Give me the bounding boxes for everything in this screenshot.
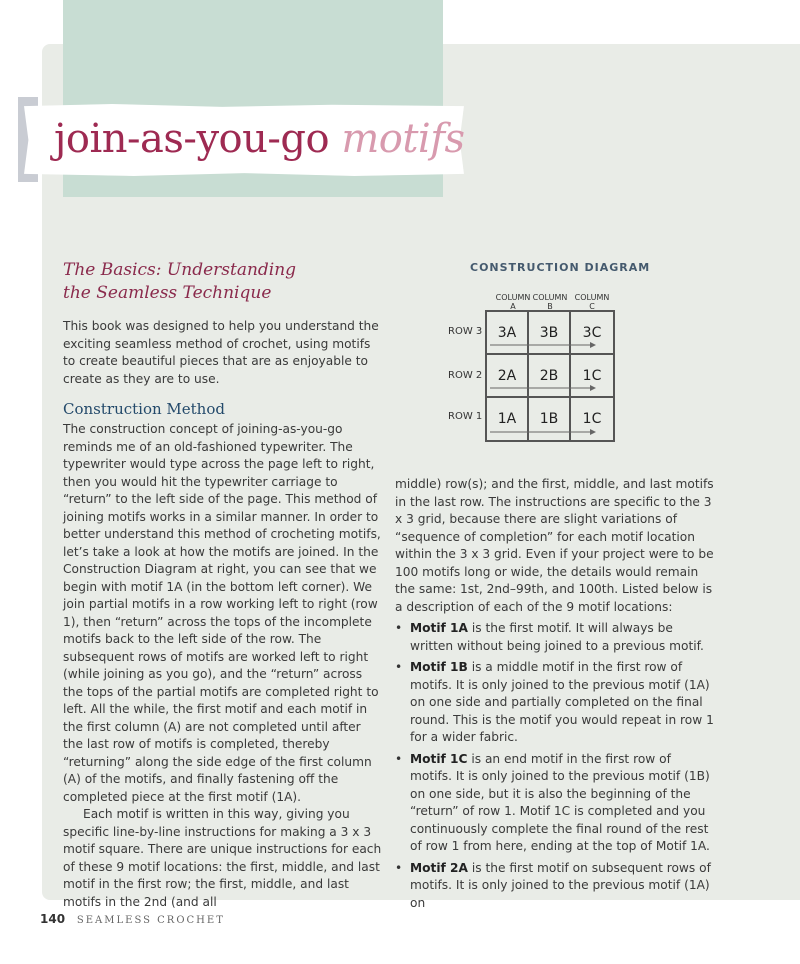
cell-label: 3A: [497, 325, 517, 341]
title-accent: motifs: [341, 116, 465, 162]
diagram-title: CONSTRUCTION DIAGRAM: [470, 261, 651, 274]
row-label-2: ROW 2: [448, 370, 483, 381]
row-1-arrow-icon: [490, 428, 596, 436]
right-column-body: [395, 476, 715, 916]
column-label-a: COLUMN A: [495, 293, 531, 311]
construction-paragraph-3: middle) row(s); and the first, middle, and last motifs in the last row. The instructions are specific to the 3 x 3 grid, because there are slight variations of “sequence of completion” for each motif location within the 3 x 3 grid. Even if your project were to be 100 motifs long or wide, the details would remain the same: 1st, 2nd–99th, and 100th. Listed below is a description of each of the 9 motif locations:: [395, 477, 714, 614]
construction-paragraph-1: The construction concept of joining-as-you-go reminds me of an old-fashioned typewriter. The typewriter would type across the page left to right, then you would hit the typewriter carriage to “return” to the left side of the page. This method of joining motifs works in a similar manner. In order to better understand this method of crocheting motifs, let’s take a look at how the motifs are joined. In the Construction Diagram at right, you can see that we begin with motif 1A (in the bottom left corner). We join partial motifs in a row working left to right (row 1), then “return” across the tops of the incomplete motifs back to the left side of the row. The subsequent rows of motifs are worked left to right (while joining as you go), and the “return” across the tops of the partial motifs are completed right to left. All the while, the first motif and each motif in the first column (A) are not completed until after the last row of motifs is completed, thereby “returning” along the side edge of the first column (A) of the motifs, and finally fastening off the completed piece at the first motif (1A).: [63, 422, 381, 804]
cell-label: 3B: [539, 325, 559, 341]
cell-label: 3C: [582, 325, 602, 341]
page-footer: [40, 912, 225, 926]
basics-heading-line1: The Basics: Understanding: [63, 260, 297, 280]
motif-name: Motif 1A: [410, 621, 468, 635]
basics-heading: [63, 259, 296, 305]
cell-label: 2B: [539, 368, 559, 384]
motif-name: Motif 2A: [410, 860, 468, 875]
left-column-body: [63, 421, 383, 911]
motif-name: Motif 1B: [410, 660, 468, 674]
cell-label: 2A: [497, 368, 517, 384]
cell-label: 1C: [582, 411, 602, 427]
motif-description: is a middle motif in the first row of motifs. It is only joined to the previous motif (1A) on one side and partially completed on the final round. This is the motif you would repeat in row 1 for a wider fabric.: [410, 660, 714, 744]
row-3-arrow-icon: [490, 341, 596, 349]
construction-grid: [485, 310, 615, 442]
basics-heading-line2: the Seamless Technique: [63, 283, 272, 303]
motif-description: is the first motif on subsequent rows of motifs. It is only joined to the previous motif (1A) on: [410, 860, 711, 910]
cell-label: 1A: [497, 411, 517, 427]
list-item: [395, 751, 715, 856]
motif-description: is an end motif in the first row of motifs. It is only joined to the previous motif (1B) on one side, but it is also the beginning of the “return” of row 1. Motif 1C is completed and you continuously complete the final round of the rest of row 1 from here, ending at the top of Motif 1A.: [410, 751, 710, 853]
motif-description: is the first motif. It will always be written without being joined to a previous motif.: [410, 621, 704, 653]
row-label-3: ROW 3: [448, 326, 483, 337]
page-title: [54, 114, 465, 164]
cell-label: 1B: [539, 411, 559, 427]
column-label-b: COLUMN B: [532, 293, 568, 311]
cell-label: 1C: [582, 368, 602, 384]
page-number: 140: [40, 912, 66, 926]
construction-paragraph-2: Each motif is written in this way, giving you specific line-by-line instructions for making a 3 x 3 motif square. There are unique instructions for each of these 9 motif locations: the first, middle, and last motif in the first row; the first, middle, and last motifs in the 2nd (and all: [63, 807, 382, 909]
motif-list: [395, 620, 715, 912]
row-2-arrow-icon: [490, 384, 596, 392]
title-main: join-as-you-go: [54, 116, 330, 162]
list-item: [395, 659, 715, 747]
motif-name: Motif 1C: [410, 751, 468, 766]
column-label-c: COLUMN C: [574, 293, 610, 311]
construction-heading: Construction Method: [63, 400, 225, 418]
list-item: [395, 860, 715, 913]
list-item: [395, 620, 715, 655]
row-label-1: ROW 1: [448, 411, 483, 422]
intro-paragraph: This book was designed to help you understand the exciting seamless method of crochet, using motifs to create beautiful pieces that are as enjoyable to create as they are to use.: [63, 319, 379, 386]
running-title: SEAMLESS CROCHET: [76, 915, 225, 926]
